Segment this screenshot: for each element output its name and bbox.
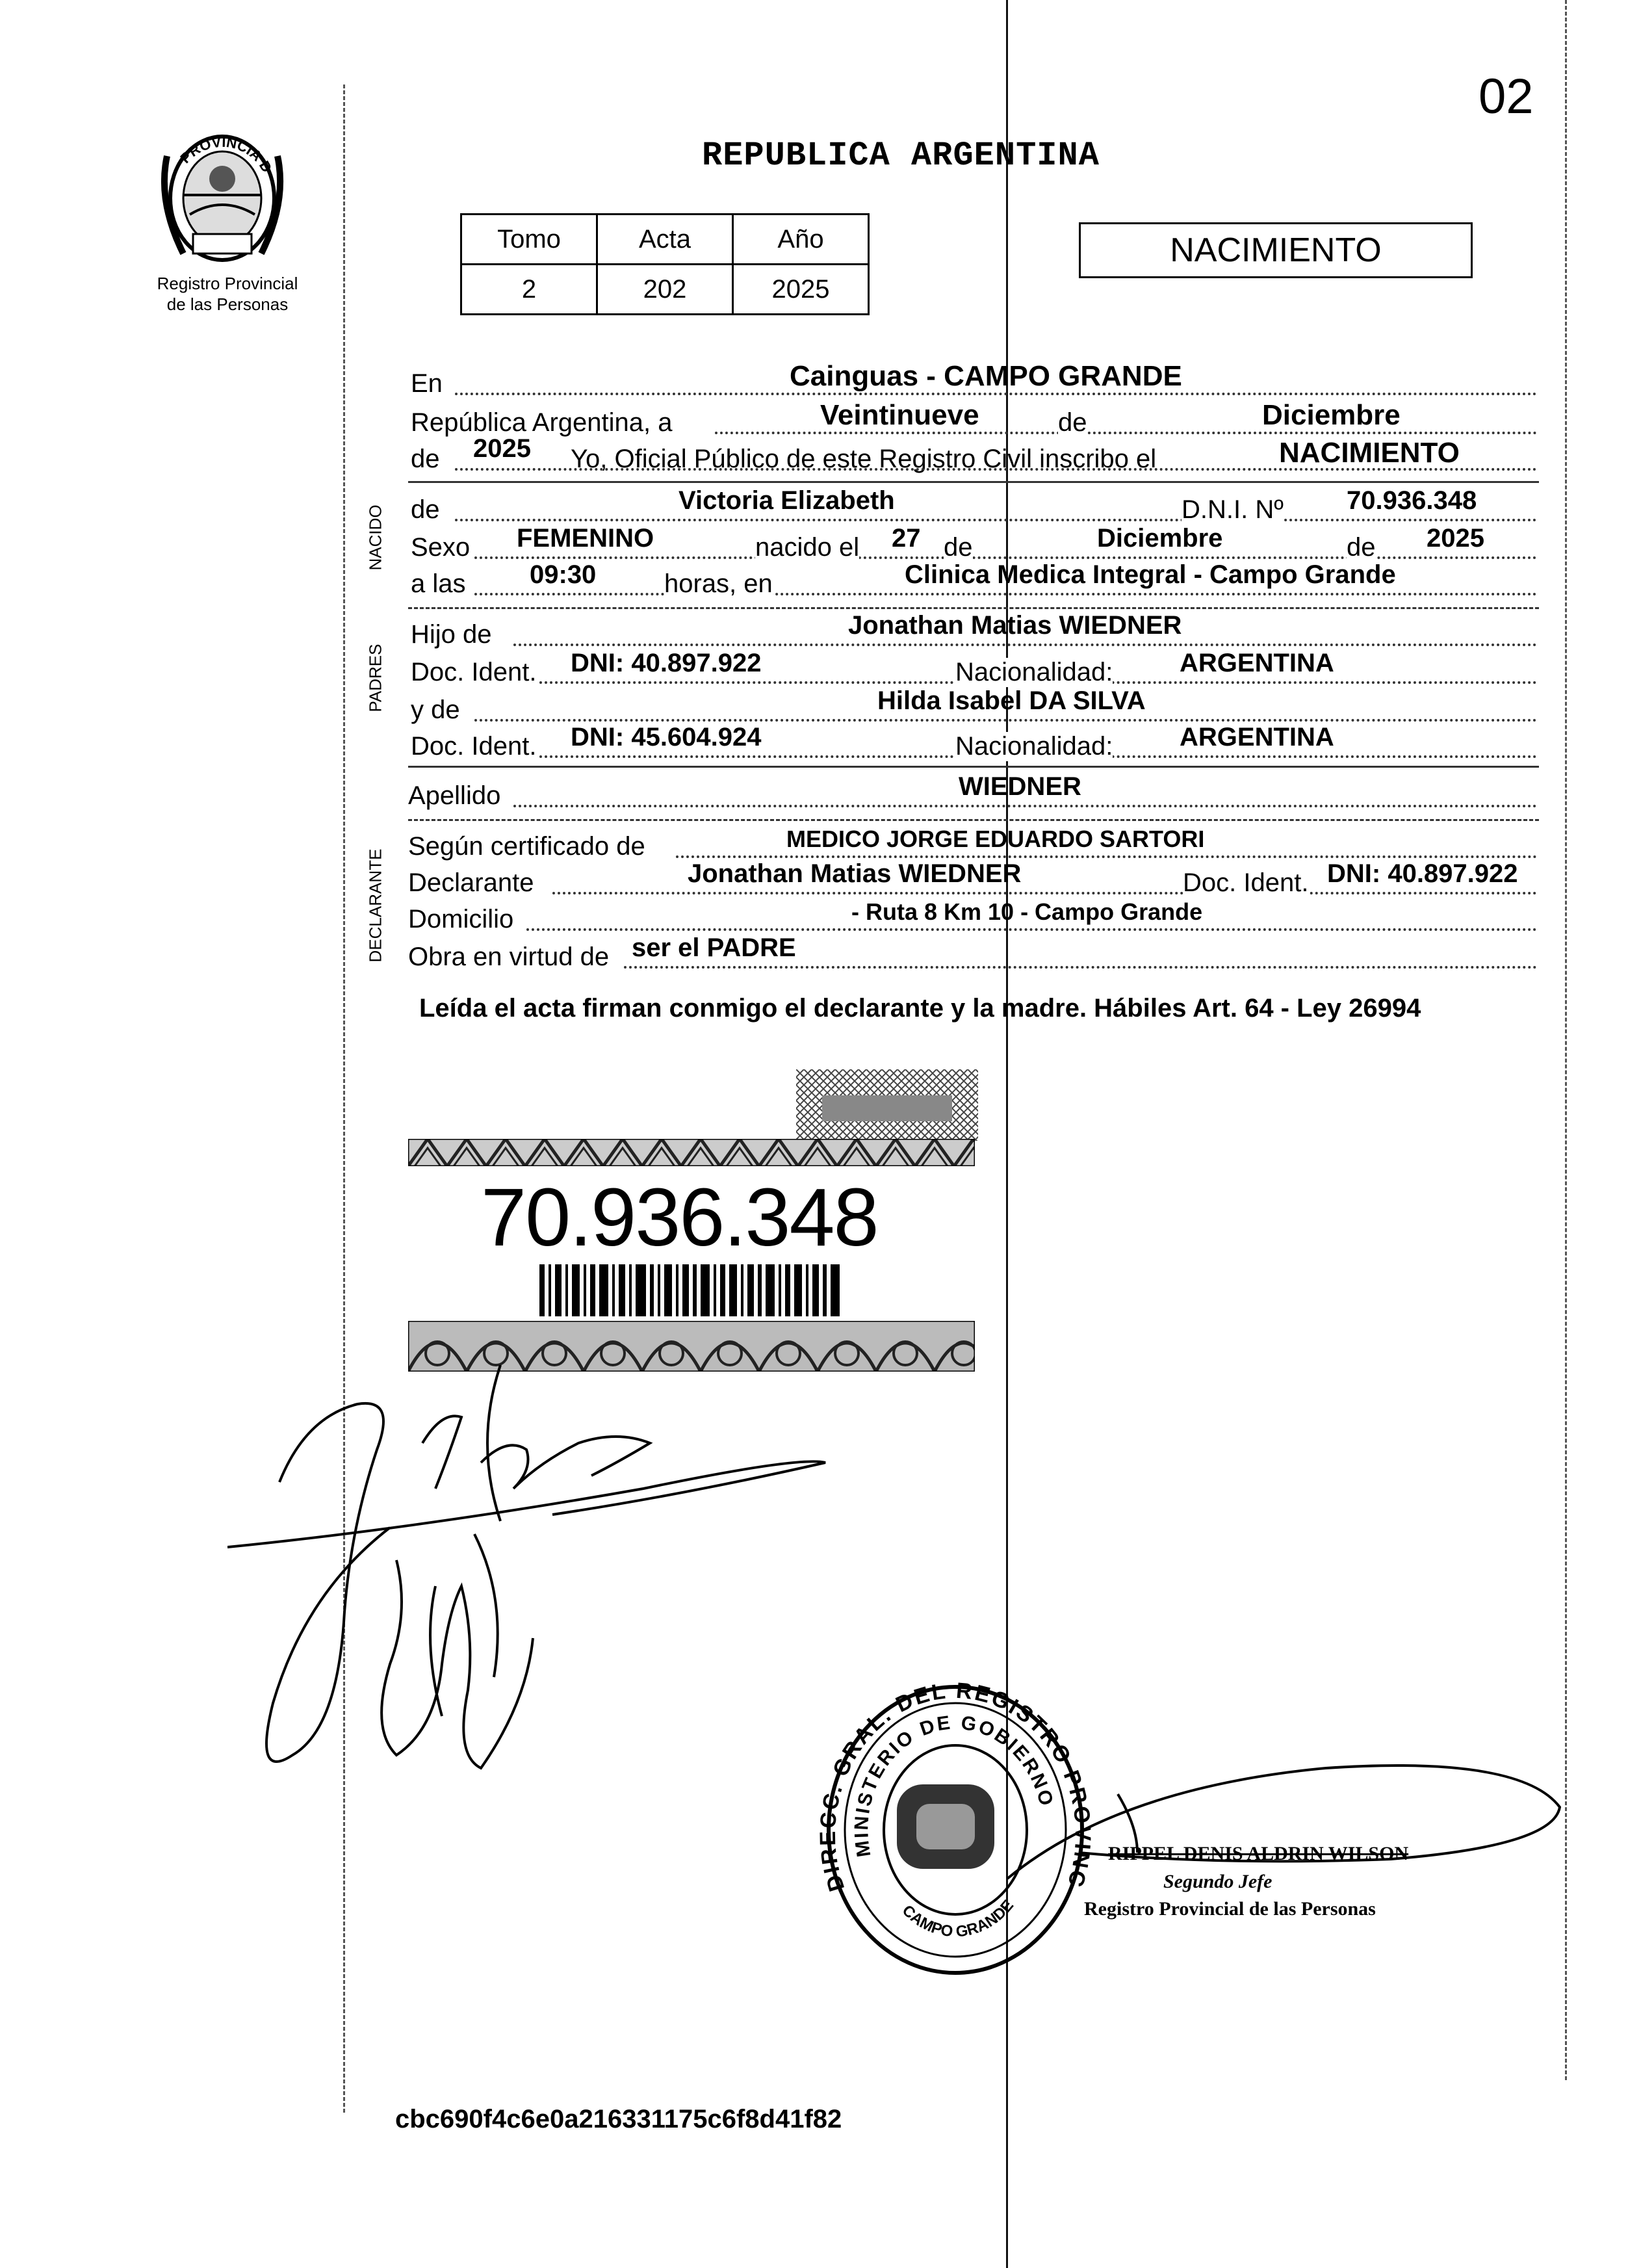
domicilio-label: Domicilio xyxy=(408,905,514,933)
official-name: RIPPEL DENIS ALDRIN WILSON xyxy=(1108,1843,1409,1864)
dots xyxy=(455,519,1537,521)
day-words-value: Veintinueve xyxy=(820,399,979,431)
birth-month: Diciembre xyxy=(1097,524,1223,553)
newborn-dni: 70.936.348 xyxy=(1347,486,1477,515)
nacionalidad-label: Nacionalidad: xyxy=(955,658,1113,686)
father-name: Jonathan Matias WIEDNER xyxy=(848,611,1182,640)
declarante-name: Jonathan Matias WIEDNER xyxy=(688,859,1022,888)
dots xyxy=(624,966,1537,969)
section-divider xyxy=(408,481,1539,483)
registry-name-line2: de las Personas xyxy=(166,294,289,314)
doc-ident-label: Doc. Ident. xyxy=(411,732,537,761)
province-emblem xyxy=(144,117,300,273)
seal-inner-text: MINISTERIO DE GOBIERNO xyxy=(851,1712,1058,1858)
month-value: Diciembre xyxy=(1262,399,1401,431)
official-text: Yo, Oficial Público de este Registro Civil inscribo el xyxy=(571,445,1157,473)
security-band-top xyxy=(408,1139,975,1166)
de2-label: de xyxy=(411,445,440,473)
seal-outer-text: DIRECC. GRAL. DEL REGISTRO PROVINC xyxy=(815,1678,1096,1895)
dots xyxy=(552,892,1537,894)
acta-header-tomo: Tomo xyxy=(461,215,597,265)
apellido-value: WIEDNER xyxy=(959,772,1081,801)
obra-label: Obra en virtud de xyxy=(408,943,610,971)
acta-table xyxy=(460,213,870,315)
birth-day: 27 xyxy=(892,524,921,553)
declarante-doc: DNI: 40.897.922 xyxy=(1327,859,1518,888)
acta-value-anio: 2025 xyxy=(733,265,869,315)
legal-text: Leída el acta firman conmigo el declarante y la madre. Hábiles Art. 64 - Ley 26994 xyxy=(419,994,1421,1023)
birth-year: 2025 xyxy=(1427,524,1484,553)
section-label-nacido: NACIDO xyxy=(365,504,385,571)
inscribe-type-value: NACIMIENTO xyxy=(1279,437,1460,469)
section-divider xyxy=(408,766,1539,768)
newborn-name: Victoria Elizabeth xyxy=(678,486,895,515)
de-label: de xyxy=(944,533,973,562)
security-band-bottom xyxy=(408,1321,975,1372)
document-hash: cbc690f4c6e0a216331175c6f8d41f82 xyxy=(395,2105,842,2133)
nacido-de-label: de xyxy=(411,495,440,524)
year-value: 2025 xyxy=(473,434,531,463)
dots xyxy=(474,719,1537,722)
dni-label: D.N.I. Nº xyxy=(1182,495,1284,524)
father-nationality: ARGENTINA xyxy=(1180,649,1334,677)
dots xyxy=(676,855,1537,858)
sexo-label: Sexo xyxy=(411,533,471,562)
birth-place: Clinica Medica Integral - Campo Grande xyxy=(905,560,1396,589)
en-label: En xyxy=(411,369,443,398)
section-divider xyxy=(408,607,1539,609)
domicilio-value: - Ruta 8 Km 10 - Campo Grande xyxy=(851,898,1203,925)
barcode-number: 70.936.348 xyxy=(481,1171,878,1263)
doc-ident-label: Doc. Ident. xyxy=(411,658,537,686)
location-value: Cainguas - CAMPO GRANDE xyxy=(790,360,1182,392)
declarante-label: Declarante xyxy=(408,868,534,897)
mother-name: Hilda Isabel DA SILVA xyxy=(877,686,1146,715)
nacionalidad-label: Nacionalidad: xyxy=(955,732,1113,761)
section-label-declarante: DECLARANTE xyxy=(365,848,385,963)
nacido-el-label: nacido el xyxy=(755,533,860,562)
father-doc: DNI: 40.897.922 xyxy=(571,649,762,677)
birth-time: 09:30 xyxy=(530,560,597,589)
signature-declarante xyxy=(227,1365,877,1820)
official-institution: Registro Provincial de las Personas xyxy=(1084,1898,1376,1920)
a-las-label: a las xyxy=(411,569,466,598)
apellido-label: Apellido xyxy=(408,781,501,810)
acta-header-anio: Año xyxy=(733,215,869,265)
security-hologram xyxy=(796,1069,978,1141)
sexo-value: FEMENINO xyxy=(517,524,654,553)
svg-text:CAMPO GRANDE xyxy=(899,1897,1017,1941)
de-label: de xyxy=(1058,408,1087,437)
dots xyxy=(474,556,1537,559)
page-number: 02 xyxy=(1479,69,1534,124)
dots xyxy=(513,644,1537,646)
republica-label: República Argentina, a xyxy=(411,408,673,437)
acta-value-tomo: 2 xyxy=(461,265,597,315)
section-divider xyxy=(408,819,1539,821)
doc-ident-label: Doc. Ident. xyxy=(1183,868,1309,897)
cert-label: Según certificado de xyxy=(408,832,645,861)
official-role: Segundo Jefe xyxy=(1163,1871,1273,1892)
dots xyxy=(474,593,1537,595)
obra-value: ser el PADRE xyxy=(632,933,796,962)
y-de-label: y de xyxy=(411,696,460,724)
mother-nationality: ARGENTINA xyxy=(1180,723,1334,751)
acta-header-acta: Acta xyxy=(597,215,733,265)
hijo-de-label: Hijo de xyxy=(411,620,492,649)
horas-label: horas, en xyxy=(664,569,773,598)
barcode xyxy=(539,1264,845,1316)
registry-name xyxy=(140,273,315,315)
document-title: REPUBLICA ARGENTINA xyxy=(702,137,1100,175)
mother-doc: DNI: 45.604.924 xyxy=(571,723,762,751)
acta-value-acta: 202 xyxy=(597,265,733,315)
registry-name-line1: Registro Provincial xyxy=(157,274,298,293)
emblem-lettering-top: PROVINCIA D xyxy=(177,133,276,176)
dots xyxy=(715,432,1537,434)
section-label-padres: PADRES xyxy=(365,644,385,712)
signature-official xyxy=(988,1749,1573,1898)
de-label: de xyxy=(1347,533,1376,562)
record-type-box: NACIMIENTO xyxy=(1079,222,1473,278)
dots xyxy=(513,805,1537,807)
seal-bottom-text: CAMPO GRANDE xyxy=(898,1896,1018,1941)
dots xyxy=(455,393,1537,395)
dots xyxy=(526,928,1537,931)
cert-value: MEDICO JORGE EDUARDO SARTORI xyxy=(786,826,1205,852)
